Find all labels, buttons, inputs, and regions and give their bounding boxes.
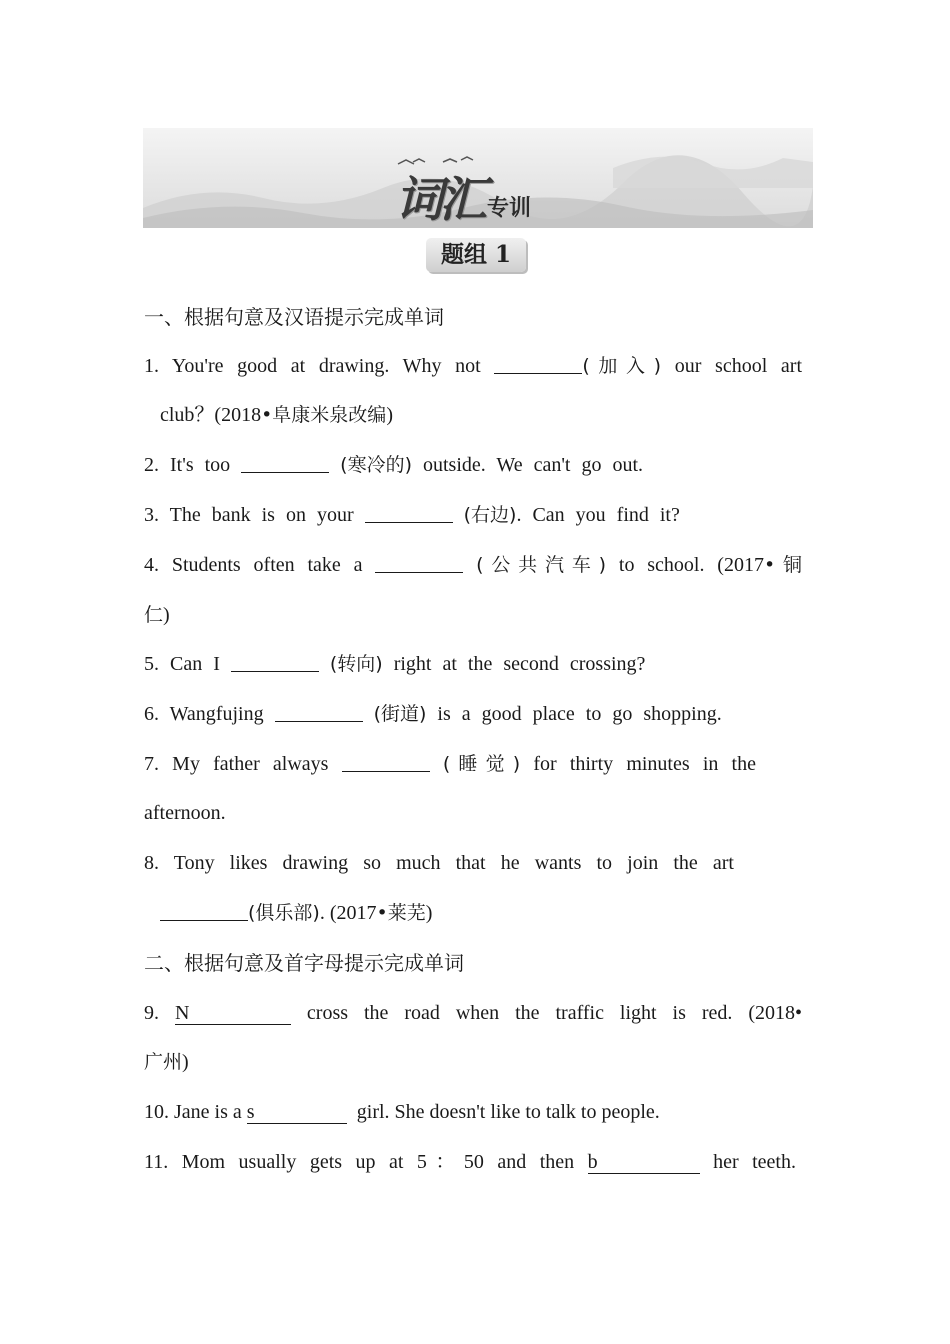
banner-title-main: 词汇 [395,172,484,228]
question-11: 11. Mom usually gets up at 5：50 and then b her teeth. [144,1151,796,1173]
title-banner [143,128,813,228]
question-8: 8. Tony likes drawing so much that he wants to join the art [144,852,734,874]
question-4-line-2: 仁) [144,604,170,626]
question-9: 9. N cross the road when the traffic light is red. (2018• [144,1002,802,1024]
answer-blank[interactable] [494,353,582,374]
answer-blank[interactable] [231,651,319,672]
question-1-line-2: club？(2018•阜康米泉改编) [160,404,393,426]
answer-blank[interactable] [365,502,453,523]
question-4: 4. Students often take a (公共汽车) to school. (2017•铜 [144,554,802,576]
question-3: 3. The bank is on your (右边). Can you find it? [144,504,680,526]
answer-blank[interactable] [342,751,430,772]
answer-blank[interactable]: b [588,1151,700,1174]
question-2: 2. It's too (寒冷的) outside. We can't go out. [144,454,644,476]
group-label: 题组 1 [426,238,526,272]
banner-title [395,164,532,228]
question-7: 7. My father always (睡觉) for thirty minutes in the [144,753,756,775]
banner-title-sub: 专训 [487,196,532,221]
answer-blank[interactable]: s [247,1101,347,1124]
question-6: 6. Wangfujing (街道) is a good place to go shopping. [144,703,722,725]
question-1: 1. You're good at drawing. Why not (加入) our school art [144,355,802,377]
question-7-line-2: afternoon. [144,802,226,824]
question-5: 5. Can I (转向) right at the second crossing? [144,653,646,675]
answer-blank[interactable]: N [175,1002,291,1025]
section-2-heading: 二、根据句意及首字母提示完成单词 [144,951,464,975]
question-8-line-2: (俱乐部). (2017•莱芜) [160,898,818,928]
section-1-heading: 一、根据句意及汉语提示完成单词 [144,305,444,329]
answer-blank[interactable] [375,552,463,573]
answer-blank[interactable] [241,452,329,473]
answer-blank[interactable] [160,900,248,921]
question-9-line-2: 广州) [144,1051,189,1073]
question-10: 10. Jane is a s girl. She doesn't like to talk to people. [144,1101,660,1123]
answer-blank[interactable] [275,701,363,722]
